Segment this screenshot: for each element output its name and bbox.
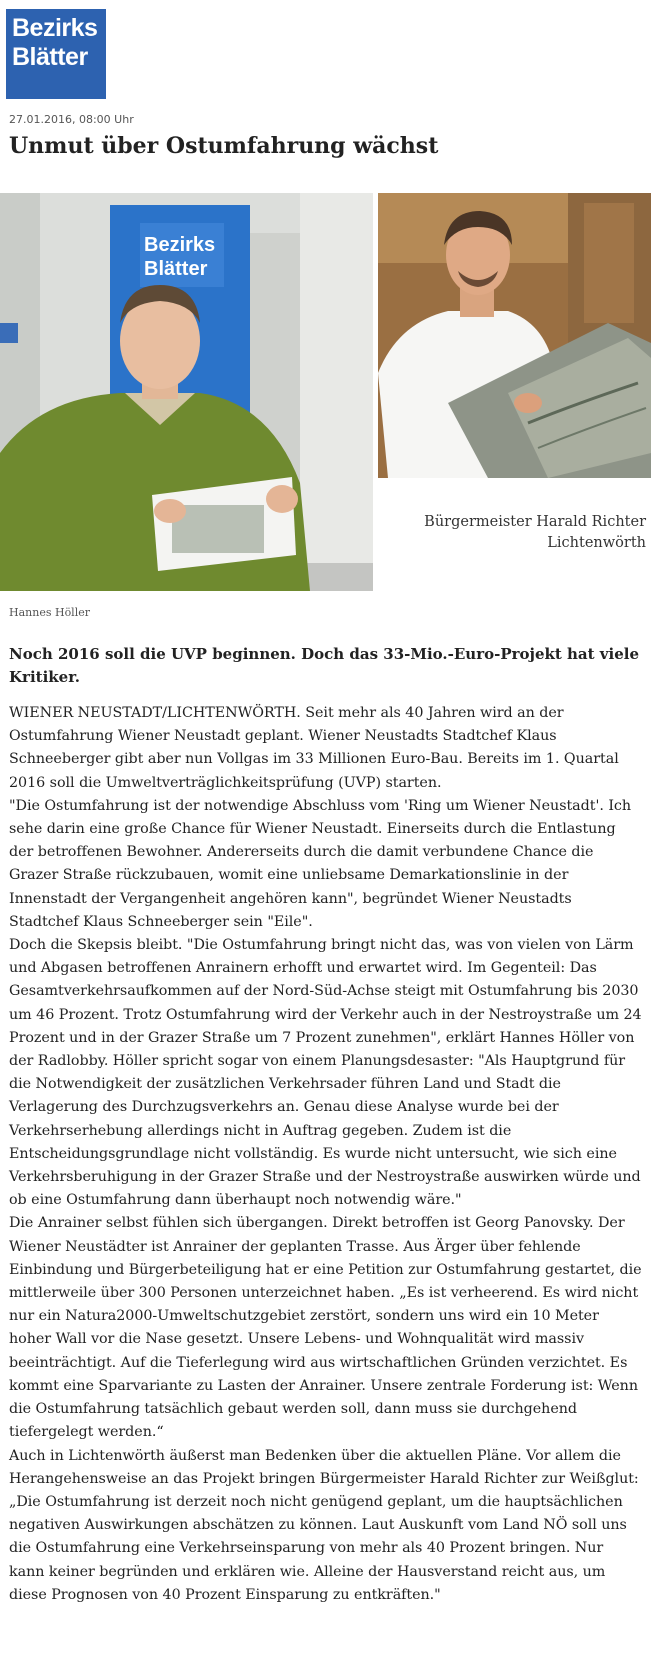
logo-line-1: Bezirks <box>12 14 98 42</box>
photo-right-illustration <box>378 193 651 478</box>
article-date: 27.01.2016, 08:00 Uhr <box>9 113 134 126</box>
caption-line-1: Bürgermeister Harald Richter <box>424 514 646 530</box>
article-body <box>9 702 642 1607</box>
article-lead: Noch 2016 soll die UVP beginnen. Doch das 33-Mio.-Euro-Projekt hat viele Kritiker. <box>9 645 639 686</box>
body-paragraph: Doch die Skepsis bleibt. "Die Ostumfahrung bringt nicht das, was von vielen von Lärm und Abgasen betroffenen Anrainern erhofft und erwartet wird. Im Gegenteil: Das Gesamtverkehrsaufkommen auf der Nord-Süd-Achse steigt mit Ostumfahrung bis 2030 um 46 Prozent. Trotz Ostumfahrung wird der Verkehr auch in der Nestroystraße um 24 Prozent und in der Grazer Straße um 7 Prozent zunehmen", erklärt Hannes Höller von der Radlobby. Höller spricht sogar von einem Planungsdesaster: "Als Hauptgrund für die Notwendigkeit der zusätzlichen Verkehrsader führen Land und Stadt die Verlagerung des Durchzugsverkehrs an. Genau diese Analyse wurde bei der Verkehrserhebung allerdings nicht in Auftrag gegeben. Zudem ist die Entscheidungsgrundlage nicht vollständig. Es wurde nicht untersucht, wie sich eine Verkehrsberuhigung in der Grazer Straße und der Nestroystraße auswirken würde und ob eine Ostumfahrung dann überhaupt noch notwendig wäre." <box>9 937 642 1209</box>
photo-harald-richter[interactable] <box>378 193 651 478</box>
body-paragraph: Auch in Lichtenwörth äußerst man Bedenken über die aktuellen Pläne. Vor allem die Herangehensweise an das Projekt bringen Bürgermeister Harald Richter zur Weißglut: „Die Ostumfahrung ist derzeit noch nicht genügend geplant, um die hauptsächlichen negativen Auswirkungen abschätzen zu können. Laut Auskunft vom Land NÖ soll uns die Ostumfahrung eine Verkehrseinsparung von mehr als 40 Prozent bringen. Nur kann keiner begründen und erklären wie. Alleine der Hausverstand reicht aus, um diese Prognosen von 40 Prozent Einsparung zu entkräften." <box>9 1447 639 1603</box>
photo-hannes-hoeller[interactable] <box>0 193 373 591</box>
logo-line-2: Blätter <box>12 43 88 71</box>
banner-text-2: Blätter <box>144 258 208 280</box>
article-headline: Unmut über Ostumfahrung wächst <box>9 133 439 159</box>
photo-caption-right <box>380 512 646 554</box>
body-paragraph: Die Anrainer selbst fühlen sich übergangen. Direkt betroffen ist Georg Panovsky. Der Wiener Neustädter ist Anrainer der geplanten Trasse. Aus Ärger über fehlende Einbindung und Bürgerbeteiligung hat er eine Petition zur Ostumfahrung gestartet, die mittlerweile über 300 Personen unterzeichnet haben. „Es ist verheerend. Es wird nicht nur ein Natura2000-Umweltschutzgebiet zerstört, sondern uns wird ein 10 Meter hoher Wall vor die Nase gesetzt. Unsere Lebens- und Wohnqualität wird massiv beeinträchtigt. Auf die Tieferlegung wird aus wirtschaftlichen Gründen verzichtet. Es kommt eine Sparvariante zu Lasten der Anrainer. Unsere zentrale Forderung ist: Wenn die Ostumfahrung tatsächlich gebaut werden soll, dann muss sie durchgehend tiefergelegt werden.“ <box>9 1215 642 1441</box>
photo-credit: Hannes Höller <box>9 606 90 619</box>
site-logo[interactable] <box>6 9 106 99</box>
photo-left-illustration <box>0 193 373 591</box>
caption-line-2: Lichtenwörth <box>547 535 646 551</box>
body-paragraph: "Die Ostumfahrung ist der notwendige Abschluss vom 'Ring um Wiener Neustadt'. Ich sehe darin eine große Chance für Wiener Neustadt. Einerseits durch die Entlastung der betroffenen Bewohner. Andererseits durch die damit verbundene Chance die Grazer Straße rückzubauen, womit eine unliebsame Demarkationslinie in der Innenstadt der Vergangenheit angehören kann", begründet Wiener Neustadts Stadtchef Klaus Schneeberger sein "Eile". <box>9 797 632 930</box>
body-paragraph: WIENER NEUSTADT/LICHTENWÖRTH. Seit mehr als 40 Jahren wird an der Ostumfahrung Wiener Neustadt geplant. Wiener Neustadts Stadtchef Klaus Schneeberger gibt aber nun Vollgas im 33 Millionen Euro-Bau. Bereits im 1. Quartal 2016 soll die Umweltverträglichkeitsprüfung (UVP) starten. <box>9 705 619 791</box>
banner-text-1: Bezirks <box>144 234 216 256</box>
